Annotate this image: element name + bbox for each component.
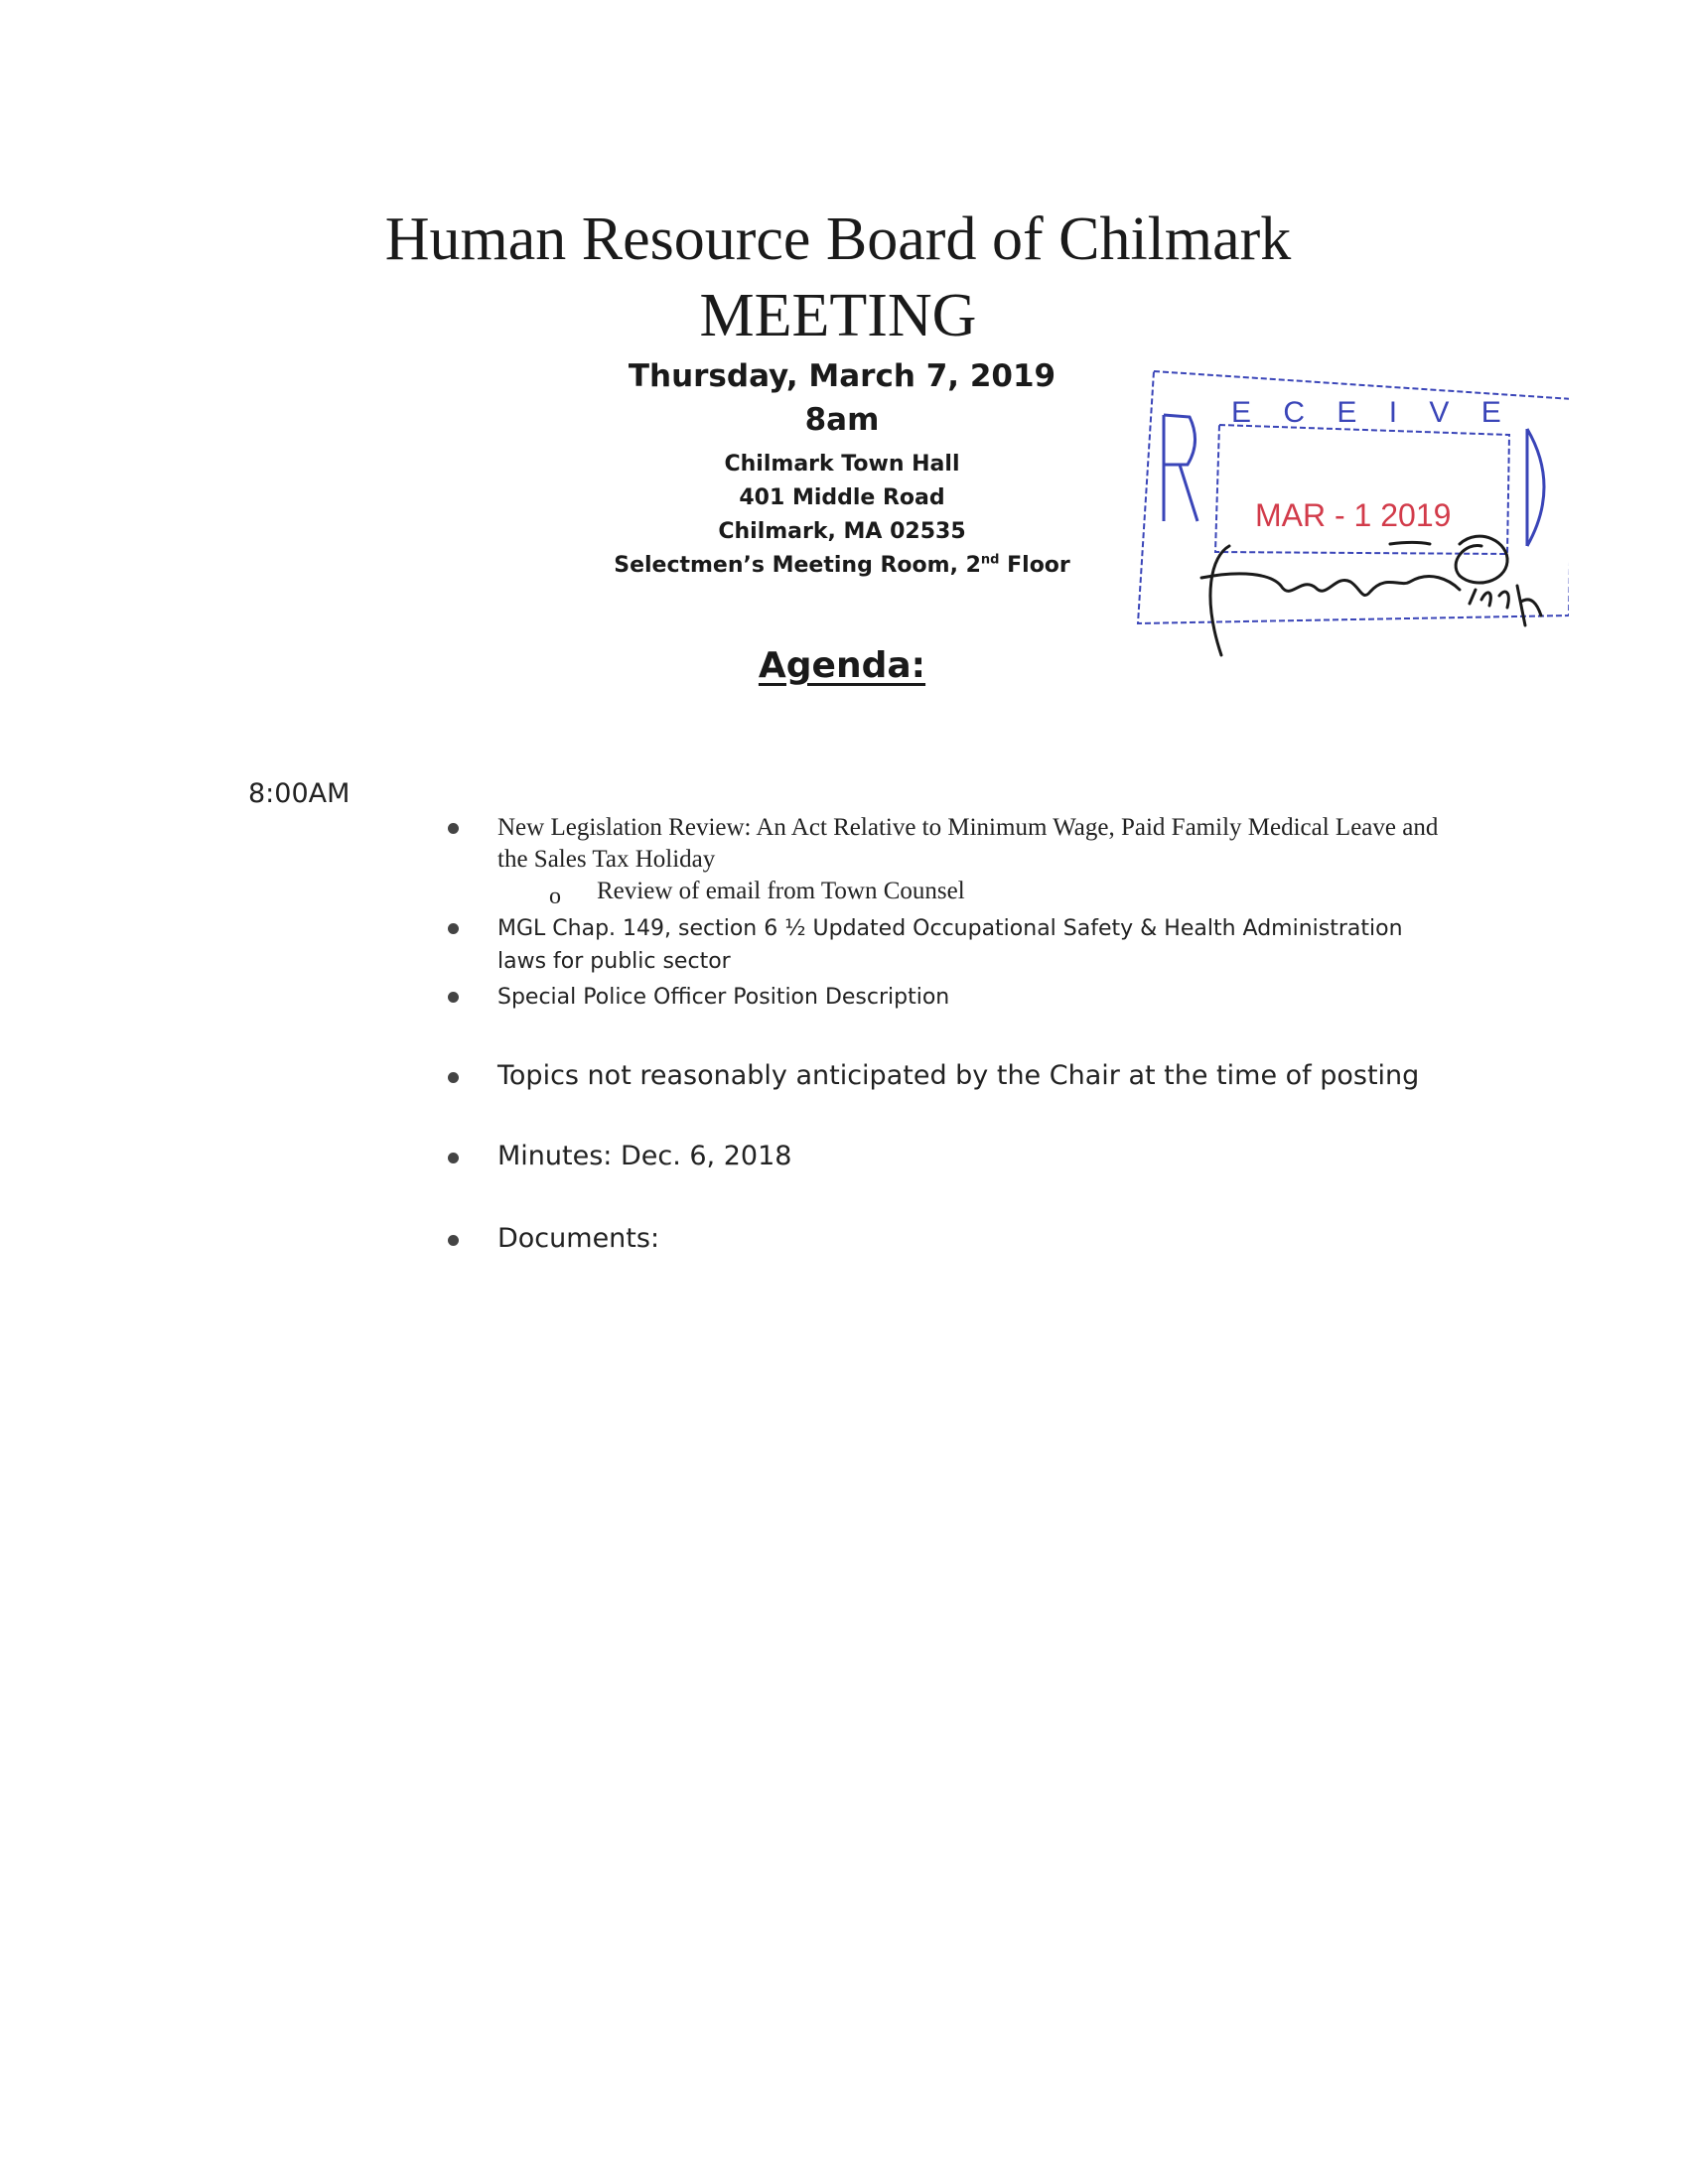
agenda-item-mgl-osha: MGL Chap. 149, section 6 ½ Updated Occupational Safety & Health Administration laws for public sector xyxy=(497,916,1403,974)
stamp-date: MAR - 1 2019 xyxy=(1255,497,1452,533)
agenda-item-legislation-review: New Legislation Review: An Act Relative to Minimum Wage, Paid Family Medical Leave and the Sales Tax Holiday xyxy=(497,814,1439,873)
bullet-icon xyxy=(448,923,459,934)
room-prefix: Selectmen’s Meeting Room, 2 xyxy=(614,553,981,578)
svg-text:E C E I V E: E C E I V E xyxy=(1231,396,1513,429)
agenda-item-police-position: Special Police Officer Position Description xyxy=(497,985,950,1010)
meeting-time: 8am xyxy=(804,402,880,438)
handwritten-signature xyxy=(1201,536,1541,655)
agenda-item-unanticipated-topics: Topics not reasonably anticipated by the Chair at the time of posting xyxy=(497,1060,1420,1091)
bullet-icon xyxy=(448,1235,459,1246)
board-title: Human Resource Board of Chilmark xyxy=(384,205,1292,273)
agenda-item-documents: Documents: xyxy=(497,1223,660,1254)
agenda-subitem-town-counsel-email: Review of email from Town Counsel xyxy=(597,878,965,904)
agenda-item-minutes: Minutes: Dec. 6, 2018 xyxy=(497,1141,792,1171)
meeting-room xyxy=(544,553,1140,578)
bullet-icon xyxy=(448,1153,459,1163)
meeting-title: MEETING xyxy=(699,282,977,349)
meeting-date: Thursday, March 7, 2019 xyxy=(628,358,1056,394)
sub-bullet-icon: o xyxy=(549,884,561,909)
room-superscript: nd xyxy=(980,552,1000,568)
agenda-time-label: 8:00AM xyxy=(248,778,351,809)
meeting-city: Chilmark, MA 02535 xyxy=(718,519,966,544)
meeting-address: 401 Middle Road xyxy=(739,485,945,510)
bullet-icon xyxy=(448,1072,459,1083)
room-suffix: Floor xyxy=(999,553,1070,578)
meeting-location: Chilmark Town Hall xyxy=(724,452,960,477)
received-stamp xyxy=(1132,357,1569,675)
bullet-icon xyxy=(448,992,459,1003)
agenda-heading: Agenda: xyxy=(758,645,926,686)
bullet-icon xyxy=(448,823,459,834)
